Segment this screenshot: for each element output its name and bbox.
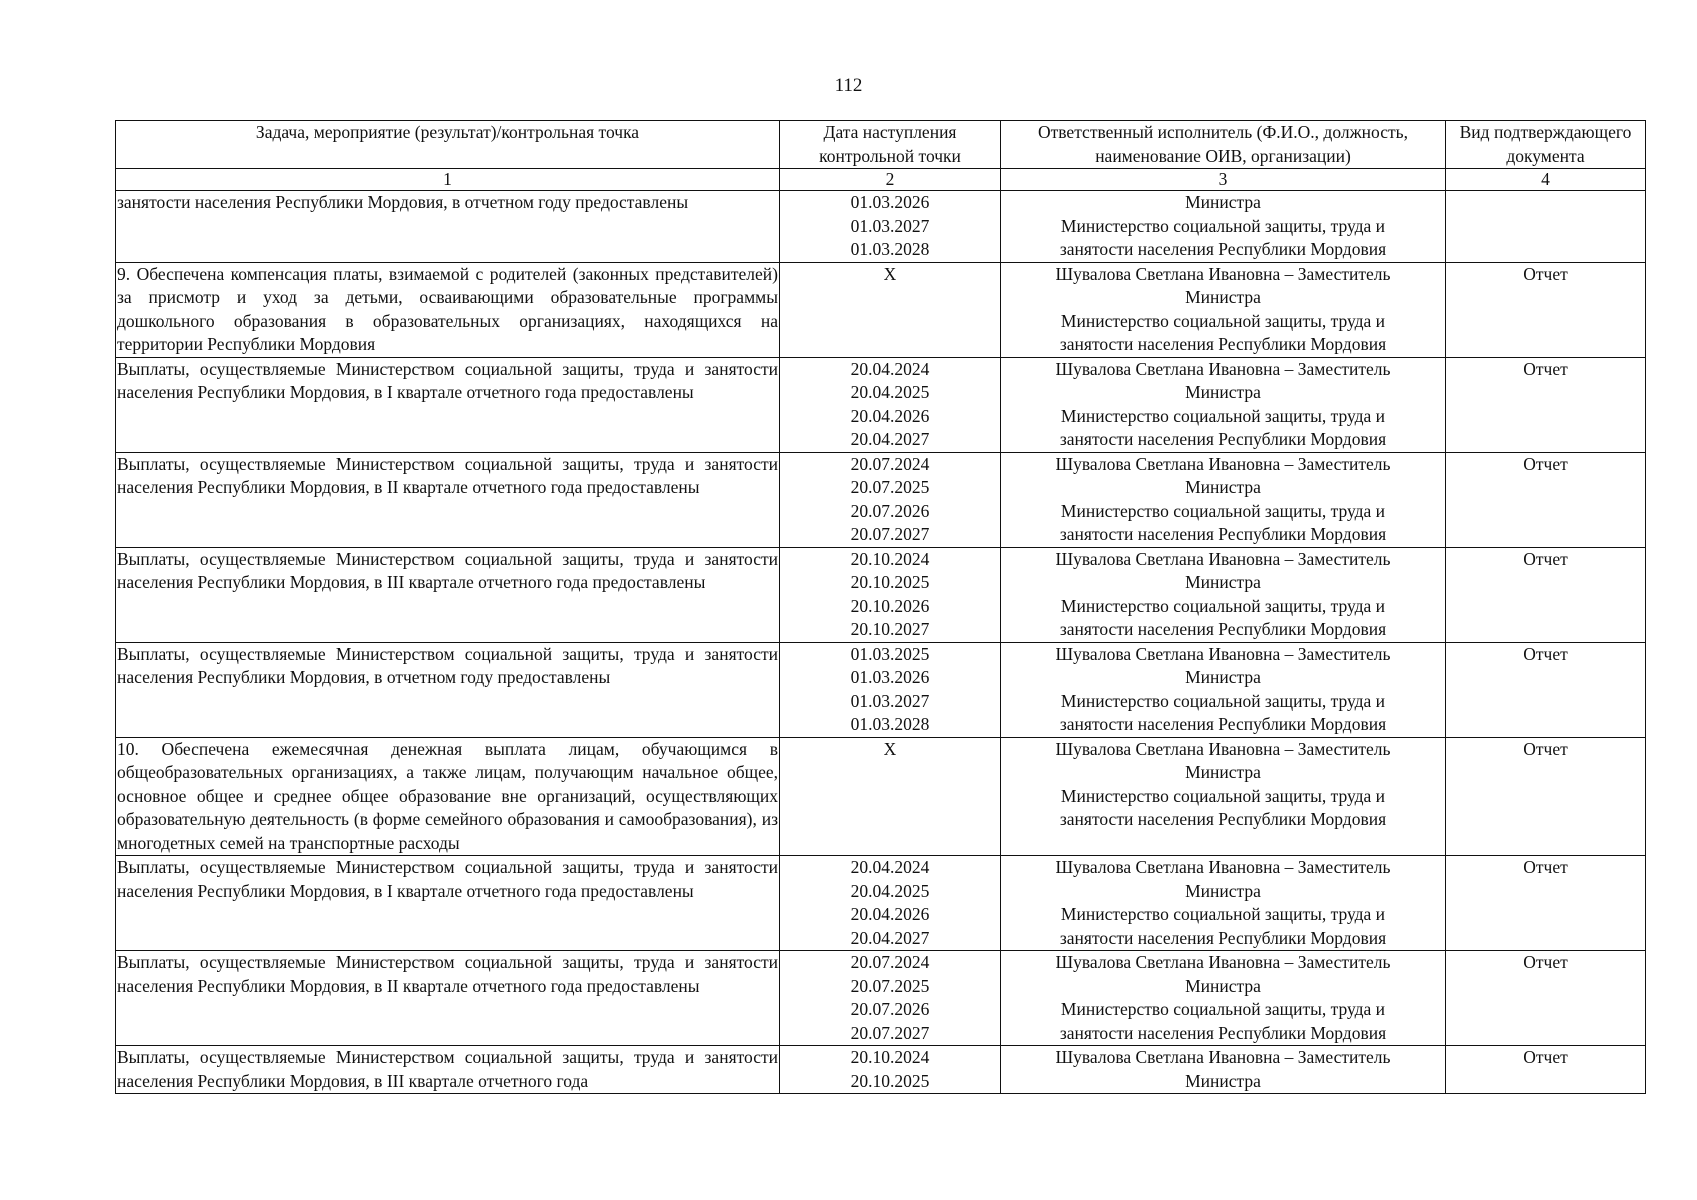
- task-cell: Выплаты, осуществляемые Министерством социальной защиты, труда и занятости населения Республики Мордовия, в II квартале отчетного года предоставлены: [116, 951, 780, 1046]
- control-point-date: 20.04.2024: [850, 358, 930, 379]
- responsible-line: занятости населения Республики Мордовия: [1059, 239, 1387, 259]
- responsible-cell: [1001, 547, 1446, 642]
- responsible-line: Министерство социальной защиты, труда и: [1060, 690, 1386, 711]
- table-row: [116, 856, 1646, 951]
- control-point-date: 20.04.2024: [850, 857, 930, 877]
- date-cell: [780, 642, 1001, 737]
- responsible-line: Шувалова Светлана Ивановна – Заместитель: [1055, 263, 1391, 284]
- control-point-date: 20.10.2024: [850, 548, 930, 569]
- document-type-cell: Отчет: [1446, 737, 1646, 856]
- date-cell: [780, 191, 1001, 263]
- responsible-line: занятости населения Республики Мордовия: [1059, 927, 1387, 948]
- responsible-line: Шувалова Светлана Ивановна – Заместитель: [1055, 857, 1391, 877]
- header-date: Дата наступления контрольной точки: [780, 121, 1001, 169]
- responsible-line: Шувалова Светлана Ивановна – Заместитель: [1055, 548, 1391, 569]
- control-point-date: 01.03.2028: [850, 239, 930, 259]
- control-point-date: 20.10.2027: [850, 619, 930, 639]
- document-type-cell: Отчет: [1446, 262, 1646, 357]
- table-header-row: [116, 121, 1646, 169]
- responsible-line: Министра: [1185, 572, 1261, 592]
- responsible-line: занятости населения Республики Мордовия: [1059, 714, 1387, 734]
- document-type-cell: Отчет: [1446, 642, 1646, 737]
- responsible-line: Министра: [1185, 287, 1261, 307]
- responsible-line: Министра: [1185, 880, 1261, 901]
- responsible-line: Министерство социальной защиты, труда и: [1060, 904, 1386, 924]
- table-row: [116, 262, 1646, 357]
- control-point-date: 20.07.2024: [850, 952, 930, 972]
- responsible-cell: [1001, 642, 1446, 737]
- header-responsible: Ответственный исполнитель (Ф.И.О., должность, наименование ОИВ, организации): [1001, 121, 1446, 169]
- column-number-row: [116, 169, 1646, 191]
- table-row: [116, 951, 1646, 1046]
- responsible-line: Шувалова Светлана Ивановна – Заместитель: [1055, 643, 1391, 664]
- responsible-cell: [1001, 856, 1446, 951]
- control-point-date: 20.07.2025: [850, 477, 930, 497]
- table-row: [116, 547, 1646, 642]
- responsible-line: Министра: [1185, 1070, 1261, 1091]
- control-point-date: 01.03.2027: [850, 690, 930, 711]
- control-point-date: 01.03.2027: [850, 215, 930, 236]
- task-cell: Выплаты, осуществляемые Министерством социальной защиты, труда и занятости населения Республики Мордовия, в II квартале отчетного года предоставлены: [116, 452, 780, 547]
- control-point-date: 20.10.2025: [850, 572, 930, 592]
- header-task: Задача, мероприятие (результат)/контрольная точка: [116, 121, 780, 169]
- document-type-cell: Отчет: [1446, 856, 1646, 951]
- task-cell: 9. Обеспечена компенсация платы, взимаемой с родителей (законных представителей) за присмотр и уход за детьми, осваивающими образовательные программы дошкольного образования в образовательных организациях, находящихся на территории Республики Мордовия: [116, 262, 780, 357]
- task-cell: Выплаты, осуществляемые Министерством социальной защиты, труда и занятости населения Республики Мордовия, в отчетном году предоставлены: [116, 642, 780, 737]
- responsible-line: занятости населения Республики Мордовия: [1059, 334, 1387, 354]
- task-cell: Выплаты, осуществляемые Министерством социальной защиты, труда и занятости населения Республики Мордовия, в I квартале отчетного года предоставлены: [116, 856, 780, 951]
- responsible-line: занятости населения Республики Мордовия: [1059, 809, 1387, 829]
- table-row: [116, 357, 1646, 452]
- control-point-date: 20.07.2025: [850, 975, 930, 996]
- column-number: 4: [1446, 169, 1646, 191]
- table-row: [116, 642, 1646, 737]
- page-number: 112: [834, 75, 863, 96]
- date-cell: [780, 951, 1001, 1046]
- control-point-date: 20.10.2024: [850, 1047, 930, 1067]
- control-point-date: 20.04.2027: [850, 927, 930, 948]
- responsible-line: занятости населения Республики Мордовия: [1059, 619, 1387, 639]
- responsible-line: Шувалова Светлана Ивановна – Заместитель: [1055, 738, 1391, 759]
- control-point-date: 20.07.2027: [850, 1022, 930, 1043]
- responsible-line: Министерство социальной защиты, труда и: [1060, 500, 1386, 521]
- control-point-date: 20.07.2027: [850, 524, 930, 544]
- document-type-cell: Отчет: [1446, 357, 1646, 452]
- responsible-cell: [1001, 1046, 1446, 1094]
- responsible-cell: [1001, 951, 1446, 1046]
- control-point-date: 01.03.2026: [850, 192, 930, 212]
- responsible-line: занятости населения Республики Мордовия: [1059, 524, 1387, 544]
- date-cell: [780, 737, 1001, 856]
- column-number: 3: [1001, 169, 1446, 191]
- responsible-line: Министра: [1185, 667, 1261, 687]
- responsible-line: Министерство социальной защиты, труда и: [1060, 999, 1386, 1019]
- document-type-cell: Отчет: [1446, 547, 1646, 642]
- control-point-date: 20.04.2025: [850, 880, 930, 901]
- control-point-date: 01.03.2028: [850, 714, 930, 734]
- task-cell: Выплаты, осуществляемые Министерством социальной защиты, труда и занятости населения Республики Мордовия, в III квартале отчетного года: [116, 1046, 780, 1094]
- responsible-line: Министра: [1185, 975, 1261, 996]
- control-points-table: [115, 120, 1646, 1094]
- responsible-cell: [1001, 262, 1446, 357]
- control-point-date: X: [883, 263, 897, 284]
- control-point-date: 20.10.2026: [850, 595, 930, 616]
- control-point-date: 20.04.2026: [850, 405, 930, 426]
- responsible-line: Шувалова Светлана Ивановна – Заместитель: [1055, 1047, 1391, 1067]
- control-point-date: 01.03.2026: [850, 667, 930, 687]
- table-row: [116, 191, 1646, 263]
- date-cell: [780, 357, 1001, 452]
- date-cell: [780, 547, 1001, 642]
- date-cell: [780, 452, 1001, 547]
- responsible-line: Шувалова Светлана Ивановна – Заместитель: [1055, 952, 1391, 972]
- task-cell: занятости населения Республики Мордовия, в отчетном году предоставлены: [116, 191, 780, 263]
- responsible-cell: [1001, 737, 1446, 856]
- responsible-line: Министерство социальной защиты, труда и: [1060, 405, 1386, 426]
- header-document: Вид подтверждающего документа: [1446, 121, 1646, 169]
- column-number: 1: [116, 169, 780, 191]
- responsible-cell: [1001, 452, 1446, 547]
- document-type-cell: [1446, 191, 1646, 263]
- responsible-cell: [1001, 191, 1446, 263]
- control-point-date: 20.04.2026: [850, 904, 930, 924]
- table-body: [116, 191, 1646, 1094]
- responsible-line: Министерство социальной защиты, труда и: [1060, 785, 1386, 806]
- control-point-date: 20.07.2024: [850, 453, 930, 474]
- date-cell: [780, 856, 1001, 951]
- responsible-line: Министерство социальной защиты, труда и: [1060, 215, 1386, 236]
- document-type-cell: Отчет: [1446, 951, 1646, 1046]
- control-point-date: 20.07.2026: [850, 999, 930, 1019]
- control-point-date: X: [883, 738, 897, 759]
- table-row: [116, 1046, 1646, 1094]
- control-point-date: 20.10.2025: [850, 1070, 930, 1091]
- responsible-line: Шувалова Светлана Ивановна – Заместитель: [1055, 358, 1391, 379]
- date-cell: [780, 262, 1001, 357]
- table-row: [116, 737, 1646, 856]
- document-type-cell: Отчет: [1446, 1046, 1646, 1094]
- control-point-date: 20.07.2026: [850, 500, 930, 521]
- table-row: [116, 452, 1646, 547]
- responsible-line: Министерство социальной защиты, труда и: [1060, 310, 1386, 331]
- responsible-line: Министерство социальной защиты, труда и: [1060, 595, 1386, 616]
- task-cell: 10. Обеспечена ежемесячная денежная выплата лицам, обучающимся в общеобразовательных организациях, а также лицам, получающим начальное общее, основное общее и среднее общее образование вне организаций, осуществляющих образовательную деятельность (в форме семейного образования и самообразования), из многодетных семей на транспортные расходы: [116, 737, 780, 856]
- responsible-line: Министра: [1185, 477, 1261, 497]
- control-point-date: 20.04.2027: [850, 429, 930, 449]
- responsible-line: Министра: [1185, 762, 1261, 782]
- responsible-cell: [1001, 357, 1446, 452]
- control-point-date: 20.04.2025: [850, 382, 930, 402]
- responsible-line: Шувалова Светлана Ивановна – Заместитель: [1055, 453, 1391, 474]
- task-cell: Выплаты, осуществляемые Министерством социальной защиты, труда и занятости населения Республики Мордовия, в I квартале отчетного года предоставлены: [116, 357, 780, 452]
- responsible-line: занятости населения Республики Мордовия: [1059, 429, 1387, 449]
- date-cell: [780, 1046, 1001, 1094]
- task-cell: Выплаты, осуществляемые Министерством социальной защиты, труда и занятости населения Республики Мордовия, в III квартале отчетного года предоставлены: [116, 547, 780, 642]
- responsible-line: занятости населения Республики Мордовия: [1059, 1022, 1387, 1043]
- responsible-line: Министра: [1185, 382, 1261, 402]
- responsible-line: Министра: [1185, 192, 1261, 212]
- column-number: 2: [780, 169, 1001, 191]
- document-type-cell: Отчет: [1446, 452, 1646, 547]
- control-point-date: 01.03.2025: [850, 643, 930, 664]
